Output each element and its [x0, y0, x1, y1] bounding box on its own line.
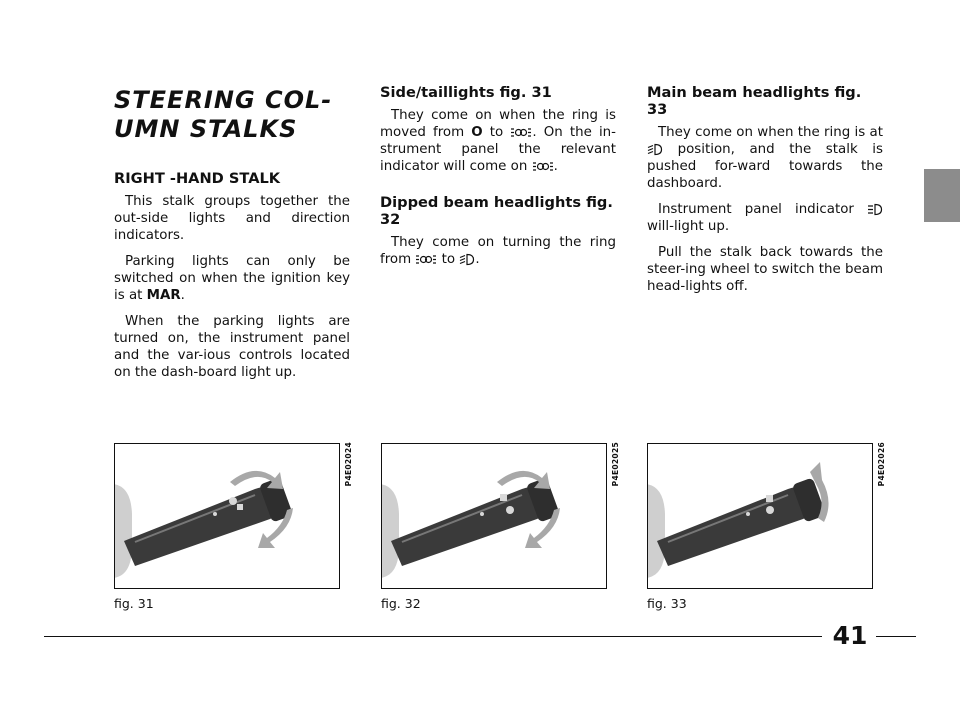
- column-3: [647, 84, 883, 295]
- footer-rule: [876, 636, 916, 637]
- paragraph: Parking lights can only be switched on when the ignition key is at MAR.: [114, 254, 350, 303]
- page-number: 41: [832, 621, 868, 650]
- paragraph: This stalk groups together the out-side lights and direction indicators.: [114, 194, 350, 243]
- figure-32-stalk-illustration: [381, 443, 607, 589]
- figure-code: P4E02024: [344, 442, 353, 487]
- section-tab: [924, 169, 960, 222]
- footer-rule: [44, 636, 822, 637]
- figure-caption: fig. 33: [647, 596, 687, 611]
- sidelights-icon: [415, 253, 437, 266]
- sidelights-icon: [510, 126, 532, 139]
- figure-31-stalk-illustration: [114, 443, 340, 589]
- paragraph: Pull the stalk back towards the steer-ing wheel to switch the beam head-lights off.: [647, 245, 883, 294]
- heading-side-taillights: Side/taillights fig. 31: [380, 84, 552, 101]
- figure-code: P4E02026: [877, 442, 886, 487]
- ignition-key-position: MAR: [146, 288, 181, 303]
- column-2: [380, 84, 616, 268]
- main-beam-icon: [867, 203, 883, 216]
- figure-code: P4E02025: [611, 442, 620, 487]
- stalk-illustration: [648, 444, 873, 589]
- stalk-illustration: [115, 444, 340, 589]
- figure-caption: fig. 31: [114, 596, 154, 611]
- sidelights-icon: [532, 160, 554, 173]
- page-title: STEERING COL- UMN STALKS: [114, 86, 333, 143]
- dipped-beam-icon: [459, 253, 475, 266]
- paragraph: They come on turning the ring from to .: [380, 235, 616, 267]
- heading-right-hand-stalk: RIGHT -HAND STALK: [114, 170, 281, 187]
- dipped-beam-icon: [647, 143, 663, 156]
- off-position: O: [471, 125, 483, 140]
- figure-33-stalk-illustration: [647, 443, 873, 589]
- paragraph: They come on when the ring is at position, and the stalk is pushed for-ward towards the dashboard.: [647, 125, 883, 191]
- paragraph: They come on when the ring is moved from O to . On the in-strument panel the relevant indicator will come on .: [380, 108, 616, 174]
- stalk-illustration: [382, 444, 607, 589]
- heading-dipped-beam: Dipped beam headlights fig. 32: [380, 194, 613, 228]
- heading-main-beam: Main beam headlights fig. 33: [647, 84, 862, 118]
- paragraph: When the parking lights are turned on, the instrument panel and the var-ious controls located on the dash-board light up.: [114, 314, 350, 380]
- figure-caption: fig. 32: [381, 596, 421, 611]
- paragraph: Instrument panel indicator will-light up.: [647, 201, 883, 235]
- column-1: [114, 84, 350, 381]
